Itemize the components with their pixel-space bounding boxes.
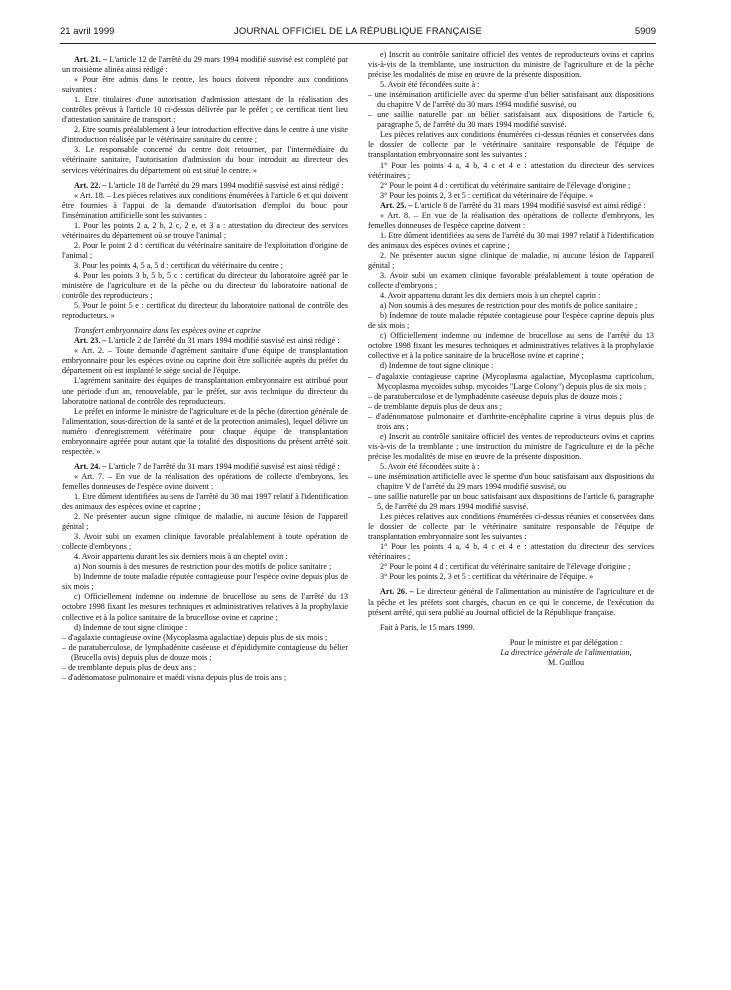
text-paragraph	[62, 643, 348, 663]
article-paragraph	[62, 336, 348, 346]
paragraph-text: L'article 18 de l'arrêté du 29 mars 1994 modifié susvisé est ainsi rédigé :	[106, 180, 344, 190]
paragraph-text: 5. Pour le point 5 e : certificat du directeur du laboratoire national de contrôle des reproducteurs. »	[62, 301, 348, 321]
paragraph-text: « Art. 8. – En vue de la réalisation des opérations de collecte d'embryons, les femelles donneuses de l'espèce caprine doivent :	[368, 210, 654, 230]
text-paragraph	[62, 271, 348, 301]
paragraph-text: – une insémination artificielle avec du sperme d'un bélier satisfaisant aux dispositions du chapitre V de l'arrêté du 30 mars 1994 modifié susvisé, ou	[368, 90, 654, 110]
paragraph-text: 3° Pour les points 2, 3 et 5 : certificat du vétérinaire de l'équipe. »	[380, 190, 594, 200]
header-title: JOURNAL OFFICIEL DE LA RÉPUBLIQUE FRANÇAISE	[233, 26, 483, 37]
left-column	[62, 50, 348, 683]
paragraph-text: 2° Pour le point 4 d : certificat du vétérinaire sanitaire de l'élevage d'origine ;	[380, 562, 631, 572]
text-paragraph	[368, 392, 654, 402]
text-paragraph	[62, 221, 348, 241]
text-paragraph	[62, 261, 348, 271]
text-paragraph	[368, 648, 654, 658]
text-paragraph	[368, 432, 654, 462]
paragraph-text: a) Non soumis à des mesures de restriction pour des motifs de police sanitaire ;	[74, 562, 332, 572]
text-paragraph	[62, 572, 348, 592]
paragraph-text: « Art. 2. – Toute demande d'agrément sanitaire d'une équipe de transplantation embryonnaire pour les espèces ovine ou caprine doit être sollicitée auprès du préfet du département où est implanté le siège social de l'équipe.	[62, 346, 348, 376]
paragraph-text: L'article 8 de l'arrêté du 31 mars 1994 modifié susvisé est ainsi rédigé :	[412, 200, 646, 210]
paragraph-text: Les pièces relatives aux conditions énumérées ci-dessus réunies et conservées dans le dossier de collecte par le vétérinaire sanitaire responsable de l'équipe de transplantation embryonnaire sont les suivantes :	[368, 512, 654, 542]
text-paragraph	[62, 407, 348, 457]
article-number: Art. 23. –	[74, 336, 107, 346]
paragraph-text: L'article 2 de l'arrêté du 31 mars 1994 modifié susvisé est ainsi rédigé :	[106, 336, 340, 346]
text-paragraph	[62, 326, 348, 336]
text-paragraph	[62, 75, 348, 95]
text-paragraph	[368, 130, 654, 160]
text-paragraph	[62, 145, 348, 175]
text-paragraph	[62, 492, 348, 512]
right-column	[368, 50, 654, 668]
paragraph-text: Transfert embryonnaire dans les espèces ovine et caprine	[74, 326, 261, 336]
paragraph-text: 3. Le responsable concerné du centre doit retourner, par l'intermédiaire du vétérinaire sanitaire, l'autorisation d'admission du bouc introduit au directeur des services vétérinaires du département où est situé le centre. »	[62, 145, 348, 175]
text-paragraph	[62, 95, 348, 125]
text-paragraph	[62, 532, 348, 552]
text-paragraph	[368, 623, 654, 633]
text-paragraph	[368, 211, 654, 231]
text-paragraph	[368, 80, 654, 90]
text-paragraph	[368, 492, 654, 512]
text-paragraph	[62, 562, 348, 572]
paragraph-text: d) Indemne de tout signe clinique :	[74, 622, 188, 632]
paragraph-text: – de paratuberculose, de lymphadénite caséeuse et d'épididymite contagieuse du bélier (Brucella ovis) depuis plus de douze mois ;	[62, 642, 348, 662]
text-paragraph	[368, 161, 654, 181]
text-paragraph	[62, 191, 348, 221]
paragraph-text: 4. Avoir appartenu durant les dix derniers mois à un cheptel caprin :	[380, 291, 601, 301]
paragraph-text: L'article 12 de l'arrêté du 29 mars 1994 modifié susvisé est complété par un troisième alinéa ainsi rédigé :	[62, 55, 348, 75]
paragraph-text: – de paratuberculose et de lymphadénite caséeuse depuis plus de douze mois ;	[368, 391, 622, 401]
article-paragraph	[62, 55, 348, 75]
paragraph-text: – de tremblante depuis plus de deux ans ;	[368, 401, 503, 411]
paragraph-text: – de tremblante depuis plus de deux ans ;	[62, 662, 197, 672]
paragraph-text: 2. Ne présenter aucun signe clinique de maladie, ni aucune lésion de l'appareil génital ;	[368, 250, 654, 270]
paragraph-text: – une saillie naturelle par un bouc satisfaisant aux dispositions de l'article 6, paragraphe 5, de l'arrêté du 29 mars 1994 modifié susvisé.	[368, 492, 654, 512]
text-paragraph	[368, 572, 654, 582]
text-paragraph	[368, 301, 654, 311]
paragraph-text: 2° Pour le point 4 d : certificat du vétérinaire sanitaire de l'élevage d'origine ;	[380, 180, 631, 190]
paragraph-text: – une insémination artificielle avec le sperme d'un bouc satisfaisant aux dispositions du chapitre V de l'arrêté du 29 mars 1994 modifié susvisé, ou	[368, 471, 654, 492]
article-number: Art. 25. –	[380, 200, 413, 210]
text-paragraph	[368, 542, 654, 562]
paragraph-text: c) Officiellement indemne ou indemne de brucellose au sens de l'arrêté du 13 octobre 1998 fixant les mesures techniques et administratives relatives à la prophylaxie collective et à la police sanitaire de la brucellose ovine et caprine ;	[368, 331, 654, 361]
text-paragraph	[368, 472, 654, 492]
paragraph-text: 3. Pour les points 4, 5 a, 5 d : certificat du vétérinaire du centre ;	[74, 260, 283, 270]
article-paragraph	[62, 462, 348, 472]
paragraph-text: 5. Avoir été fécondées suite à :	[380, 80, 480, 90]
paragraph-text: a) Non soumis à des mesures de restriction pour des motifs de police sanitaire ;	[380, 301, 638, 311]
paragraph-text: – d'agalaxie contagieuse caprine (Mycoplasma agalactiae, Mycoplasma capricolum, Mycoplasma mycoïdes subsp. mycoides "Large Colony") depuis plus de six mois ;	[368, 371, 654, 391]
paragraph-text: – d'adénomatose pulmonaire et maëdi visna depuis plus de trois ans ;	[62, 672, 287, 682]
article-paragraph	[368, 201, 654, 211]
text-paragraph	[368, 251, 654, 271]
text-paragraph	[62, 552, 348, 562]
paragraph-text: – une saillie naturelle par un bélier satisfaisant aux dispositions de l'article 6, paragraphe 5, de l'arrêté du 30 mars 1994 modifié susvisé.	[368, 110, 654, 130]
paragraph-text: 1° Pour les points 4 a, 4 b, 4 c et 4 e : attestation du directeur des services vétérinaires ;	[368, 160, 654, 180]
paragraph-text: b) Indemne de toute maladie réputée contagieuse pour l'espèce caprine depuis plus de six mois ;	[368, 311, 654, 331]
paragraph-text: e) Inscrit au contrôle sanitaire officiel des ventes de reproducteurs ovins et caprins vis-à-vis de la tremblante, une instruction du ministre de l'agriculture et de la pêche précise les modalités de mise en œuvre de la présente disposition.	[368, 50, 654, 80]
article-paragraph	[368, 587, 654, 617]
text-paragraph	[62, 241, 348, 261]
paragraph-text: Pour le ministre et par délégation :	[509, 637, 623, 647]
text-paragraph	[368, 90, 654, 110]
paragraph-text: Le directeur général de l'alimentation au ministère de l'agriculture et de la pêche et les préfets sont chargés, chacun en ce qui le concerne, de l'exécution du présent arrêté, qui sera publié au Journal officiel de la République française.	[368, 587, 654, 617]
text-paragraph	[62, 512, 348, 532]
paragraph-text: e) Inscrit au contrôle sanitaire officiel des ventes de reproducteurs ovins et caprins vis-à-vis de la tremblante ; une instruction du ministre de l'agriculture et de la pêche précise les modalités de mise en œuvre de la présente disposition.	[368, 431, 654, 461]
paragraph-text: 1. Etre dûment identifiées au sens de l'arrêté du 30 mai 1997 relatif à l'identification des animaux des espèces ovines et caprine ;	[368, 230, 654, 250]
paragraph-text: d) Indemne de tout signe clinique :	[380, 361, 494, 371]
text-paragraph	[368, 191, 654, 201]
paragraph-text: c) Officiellement indemne ou indemne de brucellose au sens de l'arrêté du 13 octobre 1998 fixant les mesures techniques et administratives relatives à la prophylaxie collective et à la police sanitaire de la brucellose ovine et caprine ;	[62, 592, 348, 622]
text-paragraph	[368, 372, 654, 392]
paragraph-text: 3. Avoir subi un examen clinique favorable préalablement à toute opération de collecte d'embryons ;	[62, 532, 348, 552]
paragraph-text: « Pour être admis dans le centre, les boucs doivent répondre aux conditions suivantes :	[62, 75, 348, 95]
text-paragraph	[368, 231, 654, 251]
paragraph-text: b) Indemne de toute maladie réputée contagieuse pour l'espèce ovine depuis plus de six mois ;	[62, 572, 348, 592]
text-paragraph	[368, 402, 654, 412]
text-paragraph	[62, 663, 348, 673]
article-number: Art. 26. –	[380, 587, 414, 597]
paragraph-text: 1. Pour les points 2 a, 2 b, 2 c, 2 e, et 3 a : attestation du directeur des services vétérinaires du département où se trouve l'animal ;	[62, 220, 348, 240]
paragraph-text: 2. Etre soumis préalablement à leur introduction effective dans le centre à une visite d'introduction réalisée par le vétérinaire sanitaire du centre ;	[62, 125, 348, 145]
paragraph-text: La directrice générale de l'alimentation,	[500, 647, 632, 657]
text-paragraph	[368, 462, 654, 472]
paragraph-text: 1. Etre titulaires d'une autorisation d'admission attestant de la réalisation des contrôles prévus à l'article 10 ci-dessus délivrée par le préfet ; ce certificat tient lieu d'attestation sanitaire de transport ;	[62, 95, 348, 125]
paragraph-text: M. Guillou	[547, 657, 585, 667]
paragraph-text: Fait à Paris, le 15 mars 1999.	[380, 622, 475, 632]
article-number: Art. 22. –	[74, 180, 107, 190]
paragraph-text: 5. Avoir été fécondées suite à :	[380, 461, 480, 471]
paragraph-text: – d'agalaxie contagieuse ovine (Mycoplasma agalactiae) depuis plus de six mois ;	[62, 632, 328, 642]
paragraph-text: 4. Avoir appartenu durant les six derniers mois à un cheptel ovin :	[74, 552, 288, 562]
text-paragraph	[62, 592, 348, 622]
paragraph-text: Le préfet en informe le ministre de l'agriculture et de la pêche (direction générale de l'alimentation, sous-direction de la santé et de la protection animales), lequel délivre un numéro d'enregistrement vétérinaire pour chaque équipe de transplantation embryonnaire agréée pour autant que la totalité des dispositions du présent arrêté soit respectée. »	[62, 406, 348, 456]
header-date: 21 avril 1999	[60, 26, 115, 37]
paragraph-text: 2. Pour le point 2 d : certificat du vétérinaire sanitaire de l'exploitation d'origine de l'animal ;	[62, 240, 348, 260]
text-paragraph	[368, 110, 654, 130]
paragraph-text: 4. Pour les points 3 b, 5 b, 5 c : certificat du directeur du laboratoire agréé par le ministère de l'agriculture et de la pêche ou du directeur du laboratoire national de contrôle des reproducteurs ;	[62, 270, 348, 301]
text-paragraph	[62, 673, 348, 683]
text-paragraph	[368, 638, 654, 648]
text-paragraph	[368, 291, 654, 301]
text-paragraph	[368, 412, 654, 432]
page-header	[60, 26, 656, 42]
paragraph-text: – d'adénomatose pulmonaire et d'arthrite-encéphalite caprine à virus depuis plus de trois ans ;	[368, 411, 654, 431]
text-paragraph	[368, 271, 654, 291]
paragraph-text: 1° Pour les points 4 a, 4 b, 4 c et 4 e : attestation du directeur des services vétérinaires ;	[368, 542, 654, 562]
text-paragraph	[62, 125, 348, 145]
text-paragraph	[368, 361, 654, 371]
paragraph-text: 3. Avoir subi un examen clinique favorable préalablement à toute opération de collecte d'embryons ;	[368, 271, 654, 291]
text-paragraph	[62, 633, 348, 643]
article-number: Art. 21. –	[74, 55, 108, 64]
paragraph-text: 1. Etre dûment identifiées au sens de l'arrêté du 30 mai 1997 relatif à l'identification des animaux des espèces ovine et caprine ;	[62, 491, 348, 512]
paragraph-text: Les pièces relatives aux conditions énumérées ci-dessus réunies et conservées dans le dossier de collecte par le vétérinaire sanitaire responsable de l'équipe de transplantation embryonnaire sont les suivantes :	[368, 130, 654, 160]
paragraph-text: « Art. 7. – En vue de la réalisation des opérations de collecte d'embryons, les femelles donneuses de l'espèce ovine doivent :	[62, 471, 348, 491]
article-number: Art. 24. –	[74, 461, 107, 471]
text-paragraph	[62, 346, 348, 376]
text-paragraph	[368, 512, 654, 542]
page-number: 5909	[634, 26, 656, 37]
article-paragraph	[62, 181, 348, 191]
paragraph-text: « Art. 18. – Les pièces relatives aux conditions énumérées à l'article 6 et qui doivent être fournies à l'appui de la demande d'autorisation d'emploi du bouc pour l'insémination artificielle sont les suivantes :	[62, 190, 348, 220]
text-paragraph	[368, 562, 654, 572]
text-paragraph	[368, 311, 654, 331]
paragraph-text: 2. Ne présenter aucun signe clinique de maladie, ni aucune lésion de l'appareil génital ;	[62, 512, 348, 532]
text-paragraph	[368, 658, 654, 668]
paragraph-text: 3° Pour les points 2, 3 et 5 : certificat du vétérinaire de l'équipe. »	[380, 572, 594, 582]
text-paragraph	[62, 472, 348, 492]
text-paragraph	[368, 50, 654, 80]
paragraph-text: L'article 7 de l'arrêté du 31 mars 1994 modifié susvisé est ainsi rédigé :	[106, 461, 340, 471]
text-paragraph	[62, 376, 348, 406]
text-paragraph	[368, 181, 654, 191]
text-paragraph	[62, 301, 348, 321]
paragraph-text: L'agrément sanitaire des équipes de transplantation embryonnaire est attribué pour une période d'un an, renouvelable, par le préfet, sur avis technique du directeur du laboratoire national de contrôle des reproducteurs.	[62, 376, 348, 406]
text-paragraph	[368, 331, 654, 361]
header-rule	[60, 43, 656, 44]
text-paragraph	[62, 623, 348, 633]
